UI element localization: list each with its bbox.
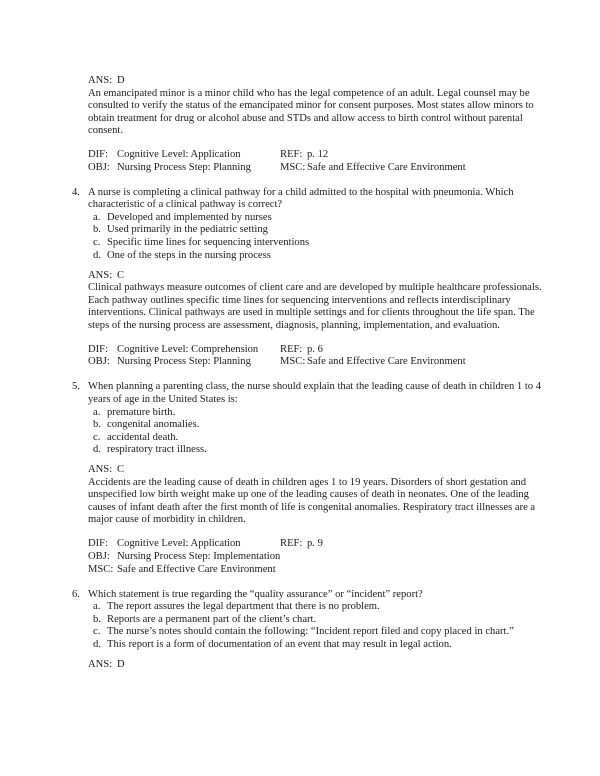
answer-section-q6 — [88, 659, 542, 672]
answer-section-q3 — [88, 75, 542, 138]
ref-label: REF: — [280, 343, 303, 355]
option-letter: c. — [93, 626, 101, 638]
option-letter: d. — [93, 444, 101, 456]
meta-row-obj — [88, 551, 542, 564]
msc-label: MSC: — [280, 356, 306, 368]
msc-label: MSC: — [280, 161, 306, 173]
obj-value: Nursing Process Step: Planning — [117, 356, 251, 368]
dif-label: DIF: — [88, 538, 109, 550]
option-a — [93, 212, 542, 225]
option-c — [93, 626, 542, 639]
rationale-text: Clinical pathways measure outcomes of client care and are developed by multiple healthcare professionals. Each pathway outlines specific time lines for sequencing interventions and reflects interdisciplinary interventions. Clinical pathways are used in multiple settings and for clients throughout the life span. The steps of the nursing process are assessment, diagnosis, planning, implementation, and evaluation. — [88, 282, 542, 331]
question-stem — [72, 381, 542, 406]
dif-label: DIF: — [88, 149, 109, 161]
msc-value: Safe and Effective Care Environment — [307, 356, 466, 368]
obj-label: OBJ: — [88, 356, 110, 368]
ref-value: p. 6 — [307, 343, 323, 355]
option-letter: d. — [93, 249, 101, 261]
ans-value: C — [117, 464, 125, 476]
question-number: 6. — [72, 588, 80, 600]
option-letter: a. — [93, 211, 101, 223]
question-text: A nurse is completing a clinical pathway for a child admitted to the hospital with pneumonia. Which characteristic of a clinical pathway is correct? — [88, 186, 514, 211]
option-text: One of the steps in the nursing process — [107, 249, 271, 261]
ans-value: C — [117, 269, 125, 281]
meta-row-dif-ref — [88, 149, 542, 162]
answer-section-q5 — [88, 464, 542, 527]
option-text: premature birth. — [107, 406, 176, 418]
ans-label: ANS: — [88, 269, 113, 281]
option-text: This report is a form of documentation of an event that may result in legal action. — [107, 638, 452, 650]
option-a — [93, 601, 542, 614]
dif-value: Cognitive Level: Comprehension — [117, 343, 259, 355]
meta-row-obj-msc — [88, 162, 542, 175]
meta-row-dif-ref — [88, 344, 542, 357]
obj-label: OBJ: — [88, 551, 110, 562]
option-letter: b. — [93, 224, 101, 236]
ans-label: ANS: — [88, 464, 113, 476]
answer-line — [88, 464, 542, 477]
option-letter: d. — [93, 638, 101, 650]
option-letter: c. — [93, 431, 101, 443]
question-5 — [72, 381, 542, 456]
msc-label: MSC: — [88, 563, 114, 575]
option-d — [93, 444, 542, 457]
option-text: Used primarily in the pediatric setting — [107, 224, 268, 236]
rationale-text: An emancipated minor is a minor child who has the legal competence of an adult. Legal counsel may be consulted to verify the status of the emancipated minor for consent purposes. Most states allow minors to obtain treatment for drug or alcohol abuse and STDs and allow access to birth control without parental consent. — [88, 87, 534, 137]
option-a — [93, 407, 542, 420]
ref-label: REF: — [280, 149, 303, 161]
question-text: Which statement is true regarding the “quality assurance” or “incident” report? — [88, 588, 423, 600]
option-letter: a. — [93, 406, 101, 418]
option-letter: c. — [93, 237, 101, 249]
option-text: The report assures the legal department that there is no problem. — [107, 601, 380, 613]
dif-label: DIF: — [88, 343, 109, 355]
options-list — [72, 601, 542, 651]
ref-label: REF: — [280, 538, 303, 550]
option-text: Reports are a permanent part of the client’s chart. — [107, 613, 317, 625]
answer-line — [88, 270, 542, 283]
obj-value: Nursing Process Step: Implementation — [117, 551, 281, 562]
options-list — [72, 407, 542, 457]
answer-line — [88, 75, 542, 88]
rationale-text: Accidents are the leading cause of death in children ages 1 to 19 years. Disorders of short gestation and unspecified low birth weight make up one of the leading causes of death in neonates. One of the leading causes of infant death after the first month of life is congenital anomalies. Respiratory tract illnesses are a major cause of morbidity in children. — [88, 476, 536, 526]
answer-section-q4 — [88, 270, 542, 333]
meta-section-q4 — [88, 344, 542, 369]
obj-value: Nursing Process Step: Planning — [117, 161, 251, 173]
option-text: congenital anomalies. — [107, 419, 200, 431]
question-6 — [72, 589, 542, 652]
obj-label: OBJ: — [88, 161, 110, 173]
ref-value: p. 12 — [307, 149, 329, 161]
option-c — [93, 432, 542, 445]
question-4 — [72, 187, 542, 262]
option-c — [93, 237, 542, 250]
option-d — [93, 639, 542, 652]
meta-section-q3 — [88, 149, 542, 174]
option-letter: b. — [93, 419, 101, 431]
question-number: 5. — [72, 381, 80, 393]
question-number: 4. — [72, 186, 80, 198]
option-text: Specific time lines for sequencing interventions — [107, 237, 310, 249]
option-letter: b. — [93, 613, 101, 625]
ref-value: p. 9 — [307, 538, 323, 550]
dif-value: Cognitive Level: Application — [117, 149, 241, 161]
option-text: The nurse’s notes should contain the following: “Incident report filed and copy placed in chart.” — [107, 626, 514, 638]
option-b — [93, 419, 542, 432]
meta-section-q5 — [88, 538, 542, 576]
answer-line — [88, 659, 542, 672]
question-stem — [72, 187, 542, 212]
question-text: When planning a parenting class, the nurse should explain that the leading cause of death in children 1 to 4 years of age in the United States is: — [88, 381, 542, 405]
dif-value: Cognitive Level: Application — [117, 538, 241, 550]
option-b — [93, 224, 542, 237]
option-text: accidental death. — [107, 431, 179, 443]
ans-label: ANS: — [88, 658, 113, 670]
option-text: Developed and implemented by nurses — [107, 211, 272, 223]
msc-value: Safe and Effective Care Environment — [117, 563, 276, 575]
meta-row-dif-ref — [88, 538, 542, 551]
ans-value: D — [117, 75, 125, 86]
options-list — [72, 212, 542, 262]
meta-row-obj-msc — [88, 356, 542, 369]
meta-row-msc — [88, 564, 542, 577]
ans-label: ANS: — [88, 75, 113, 86]
msc-value: Safe and Effective Care Environment — [307, 161, 466, 173]
option-text: respiratory tract illness. — [107, 444, 207, 456]
option-b — [93, 614, 542, 627]
ans-value: D — [117, 658, 125, 670]
question-stem — [72, 589, 542, 602]
option-letter: a. — [93, 601, 101, 613]
option-d — [93, 250, 542, 263]
